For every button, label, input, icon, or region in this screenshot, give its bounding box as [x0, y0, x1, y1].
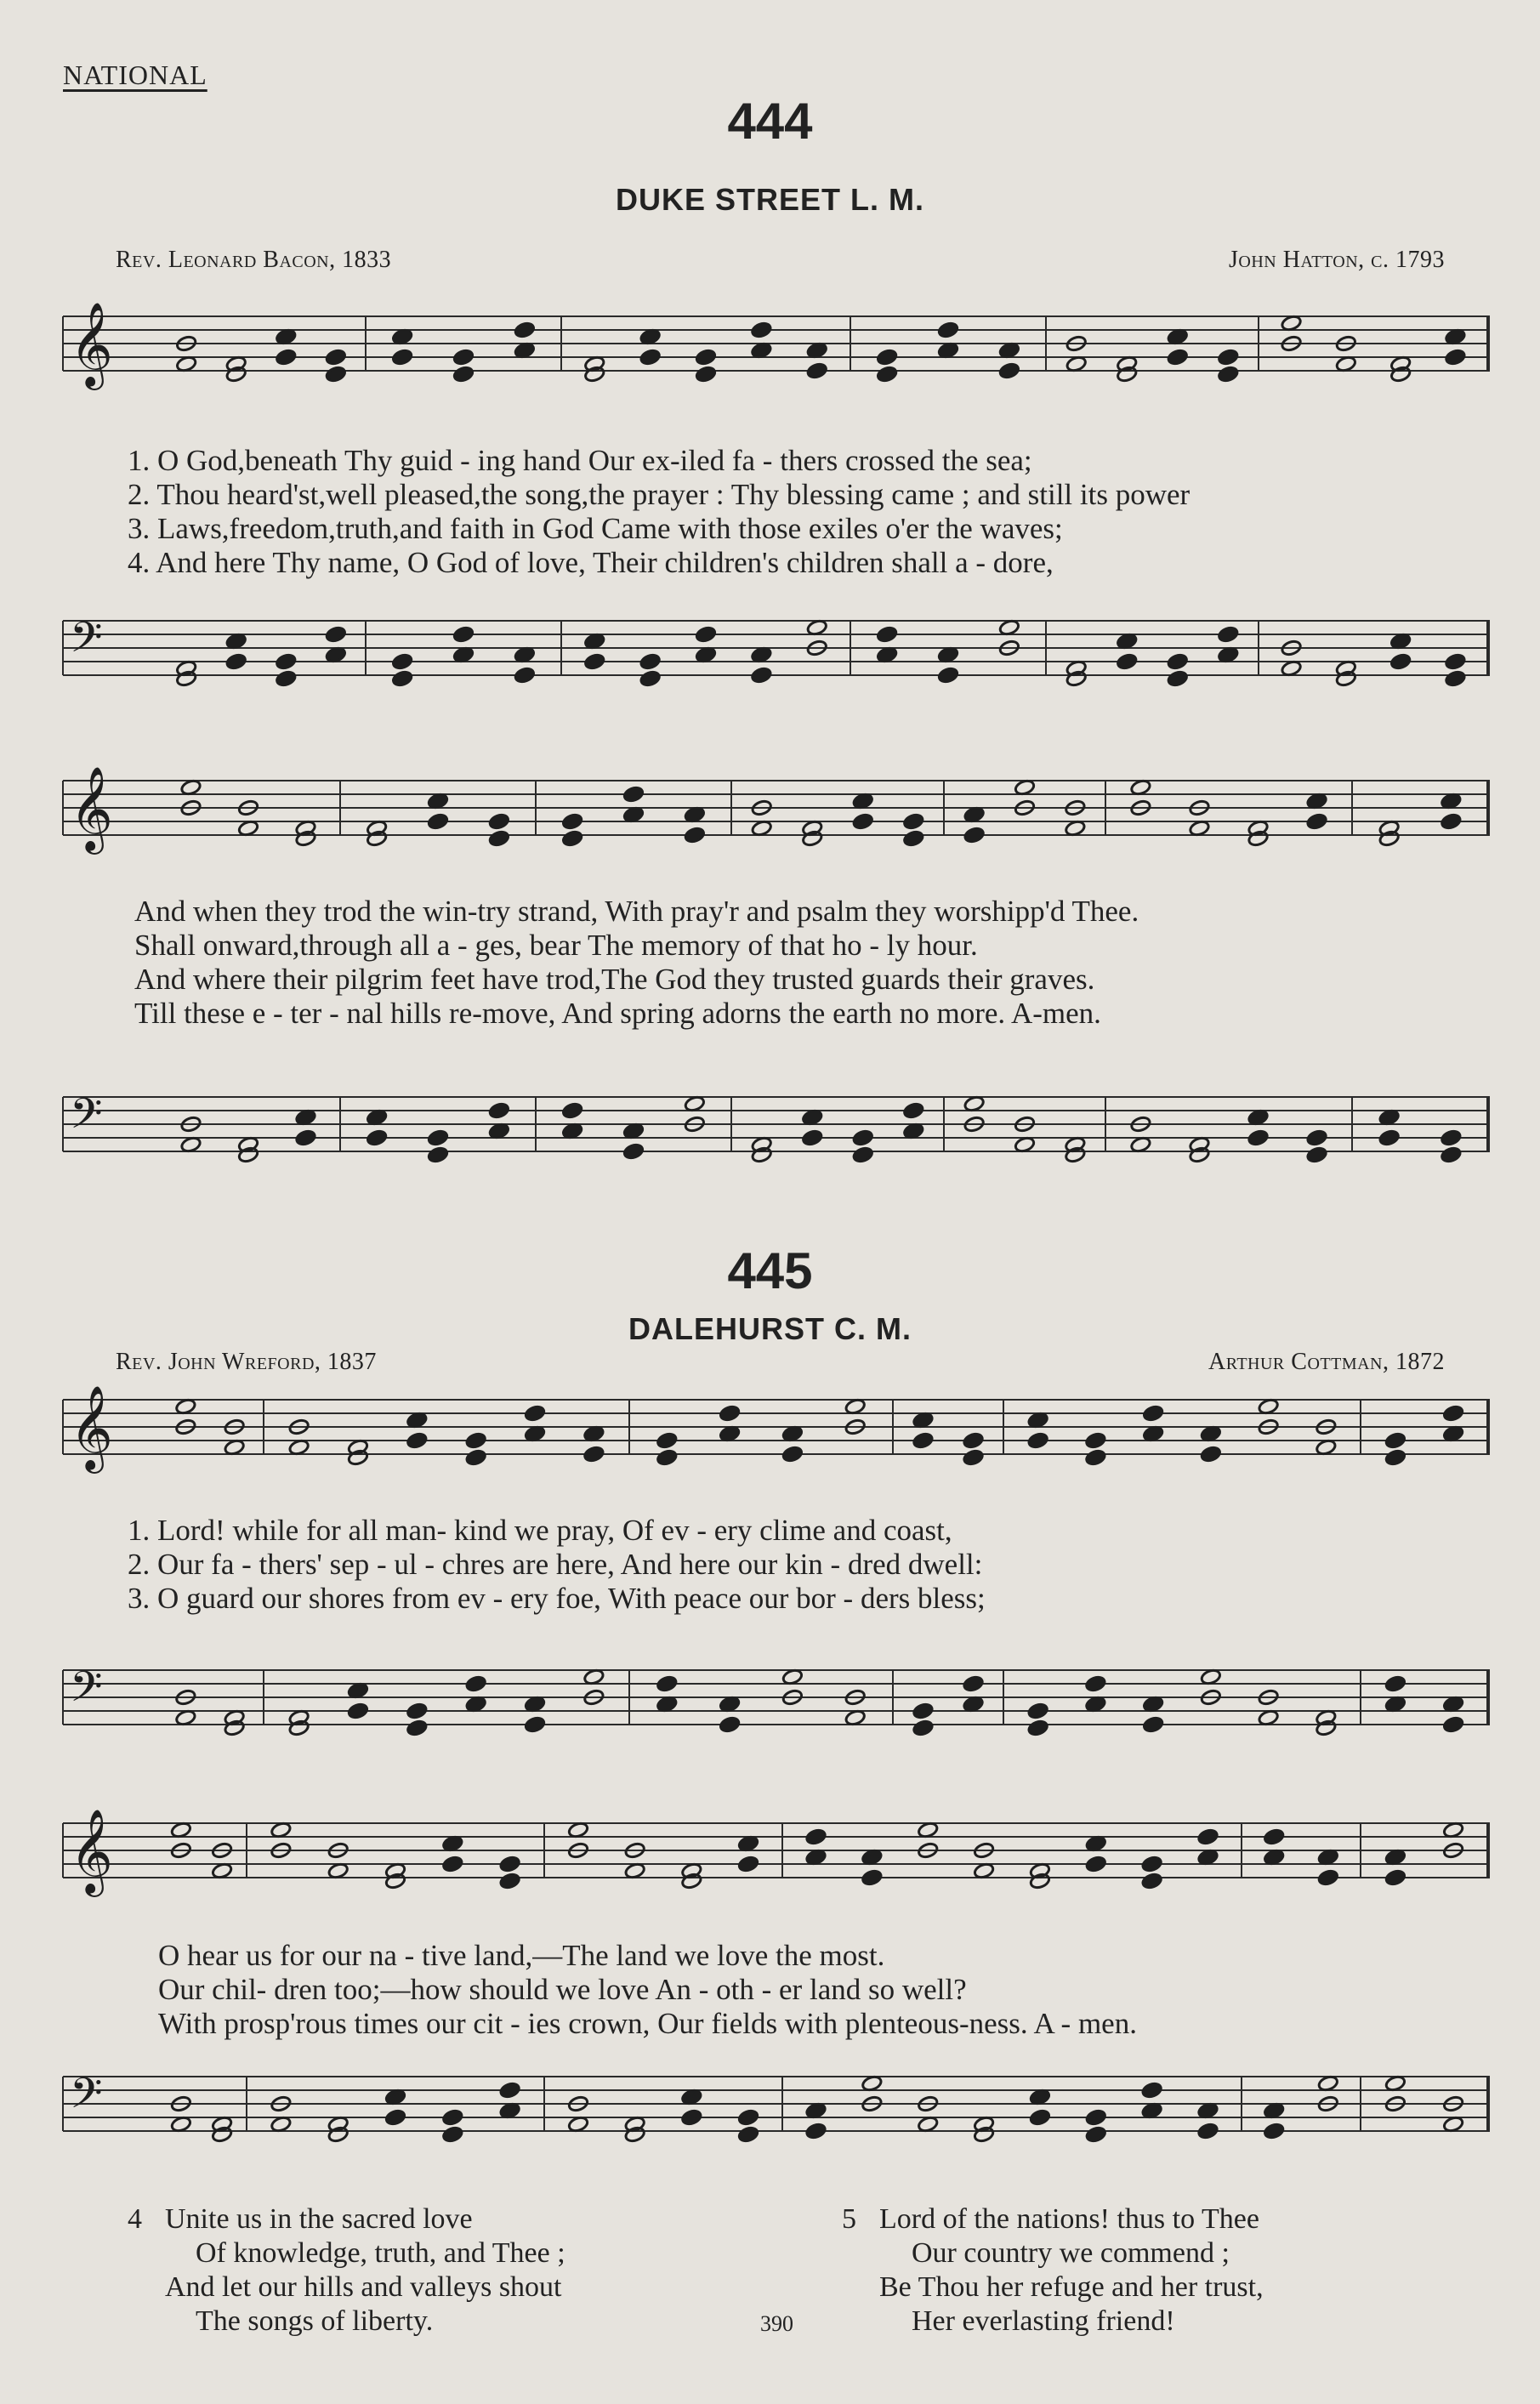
hymn-444-author: Rev. Leonard Bacon, 1833	[116, 247, 392, 273]
hymn-number-444: 444	[727, 93, 813, 150]
hymn-445-lyrics-system-1	[128, 1514, 986, 1616]
hymn-number-445: 445	[727, 1242, 813, 1299]
verse-line: Her everlasting friend!	[912, 2305, 1175, 2337]
lyric-line: 3. Laws,freedom,truth,and faith in God Came with those exiles o'er the waves;	[128, 512, 1063, 545]
tune-name-dalehurst: DALEHURST C. M.	[628, 1311, 912, 1346]
lyric-line: 1. Lord! while for all man- kind we pray, Of ev - ery clime and coast,	[128, 1514, 952, 1547]
svg-text:𝄞: 𝄞	[70, 1809, 113, 1894]
verse-line: And let our hills and valleys shout	[165, 2271, 562, 2303]
svg-text:𝄞: 𝄞	[70, 766, 113, 851]
lyric-line: O hear us for our na - tive land,—The land we love the most.	[158, 1939, 885, 1972]
hymn-444-lyrics-system-2	[134, 895, 1139, 1031]
svg-text:𝄢: 𝄢	[70, 2069, 103, 2128]
svg-text:𝄞: 𝄞	[70, 1385, 113, 1470]
verse-5	[842, 2202, 1264, 2339]
lyric-line: Till these e - ter - nal hills re-move, And spring adorns the earth no more. A-men.	[134, 997, 1101, 1030]
lyric-line: And when they trod the win-try strand, With pray'r and psalm they worshipp'd Thee.	[134, 895, 1139, 928]
lyric-line: 4. And here Thy name, O God of love, Their children's children shall a - dore,	[128, 546, 1054, 579]
verse-line: Lord of the nations! thus to Thee	[879, 2203, 1259, 2235]
tune-name-duke-street: DUKE STREET L. M.	[615, 182, 924, 217]
section-label: NATIONAL	[63, 60, 207, 90]
verse-line: Unite us in the sacred love	[165, 2203, 473, 2235]
svg-text:𝄢: 𝄢	[70, 1089, 103, 1149]
lyric-line: 3. O guard our shores from ev - ery foe, With peace our bor - ders bless;	[128, 1582, 986, 1615]
verse-line: Our country we commend ;	[912, 2237, 1230, 2269]
verse-4	[128, 2202, 565, 2339]
hymn-444-composer: John Hatton, c. 1793	[1229, 247, 1445, 273]
lyric-line: With prosp'rous times our cit - ies crown, Our fields with plenteous-ness. A - men.	[158, 2007, 1137, 2040]
hymn-445-composer: Arthur Cottman, 1872	[1208, 1349, 1445, 1375]
page-number: 390	[760, 2311, 793, 2336]
lyric-line: Our chil- dren too;—how should we love An - oth - er land so well?	[158, 1973, 967, 2006]
lyric-line: Shall onward,through all a - ges, bear The memory of that ho - ly hour.	[134, 929, 978, 962]
hymn-445-lyrics-system-2	[158, 1939, 1137, 2041]
hymn-445-author: Rev. John Wreford, 1837	[116, 1349, 377, 1375]
verse-number: 4	[128, 2203, 142, 2235]
lyric-line: 2. Thou heard'st,well pleased,the song,the prayer : Thy blessing came ; and still its power	[128, 478, 1191, 511]
hymn-444-lyrics-system-1	[128, 444, 1190, 580]
verse-line: Be Thou her refuge and her trust,	[879, 2271, 1264, 2303]
verse-line: The songs of liberty.	[196, 2305, 434, 2337]
svg-text:𝄞: 𝄞	[70, 302, 113, 387]
lyric-line: 1. O God,beneath Thy guid - ing hand Our ex-iled fa - thers crossed the sea;	[128, 444, 1032, 477]
lyric-line: And where their pilgrim feet have trod,The God they trusted guards their graves.	[134, 963, 1095, 996]
verse-number: 5	[842, 2203, 856, 2235]
svg-text:𝄢: 𝄢	[70, 613, 103, 673]
svg-text:𝄢: 𝄢	[70, 1662, 103, 1722]
lyric-line: 2. Our fa - thers' sep - ul - chres are here, And here our kin - dred dwell:	[128, 1548, 983, 1581]
verse-line: Of knowledge, truth, and Thee ;	[196, 2237, 565, 2269]
